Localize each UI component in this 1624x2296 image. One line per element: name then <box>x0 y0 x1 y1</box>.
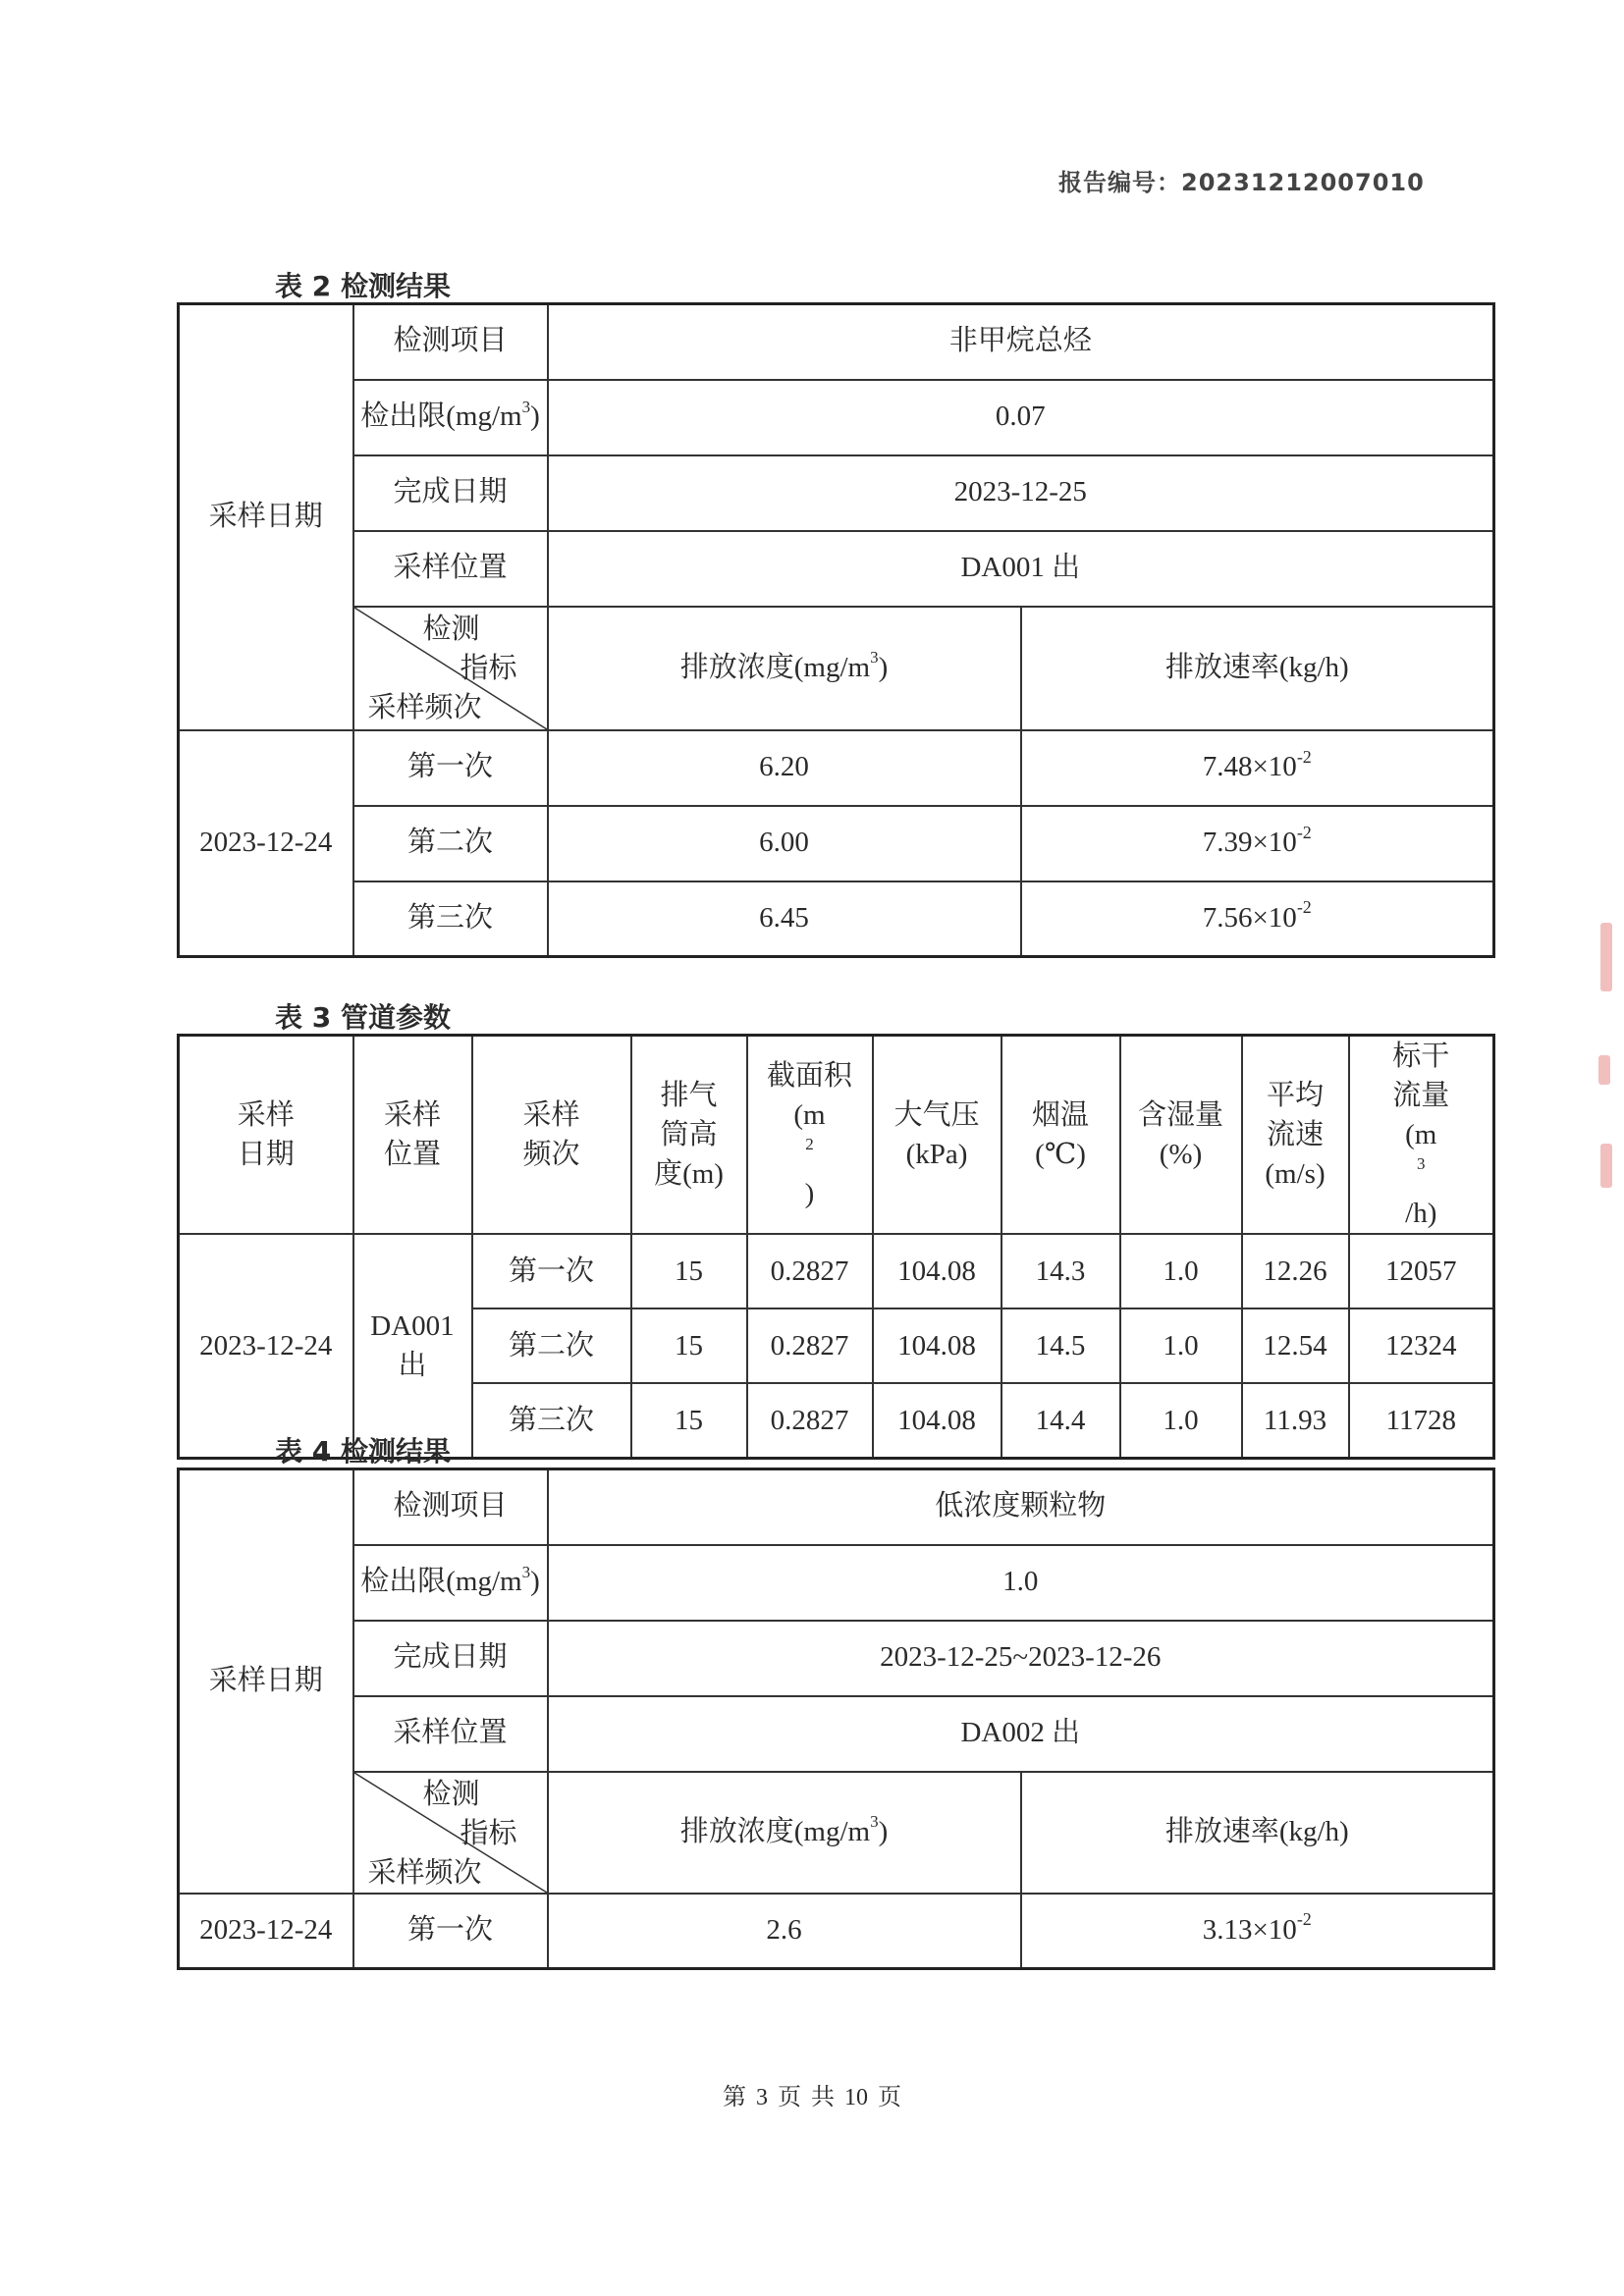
table3-row-flow: 11728 <box>1349 1383 1494 1458</box>
table3-row-humidity: 1.0 <box>1120 1234 1242 1308</box>
table3-header-temperature: 烟温 (℃) <box>1001 1036 1120 1235</box>
table3-header-location: 采样 位置 <box>353 1036 472 1235</box>
table3-row-humidity: 1.0 <box>1120 1308 1242 1383</box>
table4-finish-value: 2023-12-25~2023-12-26 <box>548 1621 1494 1696</box>
table4-sample-date-label: 采样日期 <box>179 1469 353 1894</box>
table2-conc-header: 排放浓度$(mg/m^3)$ <box>548 607 1021 730</box>
table3-header-humidity: 含湿量 (%) <box>1120 1036 1242 1235</box>
table4-finish-label: 完成日期 <box>353 1621 548 1696</box>
table2-row-freq: 第三次 <box>353 881 548 957</box>
table4-caption: 表 4 检测结果 <box>275 1435 451 1468</box>
table3-row-height: 15 <box>631 1308 747 1383</box>
table3-row-freq: 第一次 <box>472 1234 631 1308</box>
table3-row-temperature: 14.5 <box>1001 1308 1120 1383</box>
table4-conc-header: 排放浓度$(mg/m^3)$ <box>548 1772 1021 1894</box>
table2-finish-value: 2023-12-25 <box>548 455 1494 531</box>
table3-row-pressure: 104.08 <box>873 1234 1001 1308</box>
table4-diagonal-header <box>353 1772 548 1894</box>
table2-row-rate: $7.48\times 10^{-2}$ <box>1021 730 1494 806</box>
table2 <box>177 302 1495 958</box>
table3-row-area: 0.2827 <box>747 1308 873 1383</box>
table3-row-temperature: 14.4 <box>1001 1383 1120 1458</box>
table3-header-date: 采样 日期 <box>179 1036 353 1235</box>
table2-caption: 表 2 检测结果 <box>275 270 451 302</box>
table3-row-height: 15 <box>631 1383 747 1458</box>
diag-label-mid: 指标 <box>460 1817 517 1849</box>
table3-row-temperature: 14.3 <box>1001 1234 1120 1308</box>
table2-row-conc: 6.45 <box>548 881 1021 957</box>
table4-location-value: DA002 出 <box>548 1696 1494 1772</box>
table3-header-frequency: 采样 频次 <box>472 1036 631 1235</box>
diag-label-mid: 指标 <box>460 652 517 684</box>
table3-location: DA001 出 <box>353 1234 472 1458</box>
report-number-value: 20231212007010 <box>1181 169 1425 196</box>
table4-row-rate: $3.13\times 10^{-2}$ <box>1021 1894 1494 1969</box>
diag-label-top: 检测 <box>422 613 480 645</box>
table4-limit-label: 检出限$(mg/m^3)$ <box>353 1545 548 1621</box>
table2-row-freq: 第二次 <box>353 806 548 881</box>
table2-row-rate: $7.56\times 10^{-2}$ <box>1021 881 1494 957</box>
table3-row-velocity: 12.26 <box>1242 1234 1349 1308</box>
table3-date: 2023-12-24 <box>179 1234 353 1458</box>
page-number: 第 3 页 共 10 页 <box>723 2085 901 2110</box>
table4-limit-value: 1.0 <box>548 1545 1494 1621</box>
table3-row-velocity: 12.54 <box>1242 1308 1349 1383</box>
stamp-mark <box>1600 923 1612 991</box>
table4-row-conc: 2.6 <box>548 1894 1021 1969</box>
table4-row-freq: 第一次 <box>353 1894 548 1969</box>
table2-row-conc: 6.20 <box>548 730 1021 806</box>
table3-header-section-area: 截面积 (m $^2$ ) <box>747 1036 873 1235</box>
table2-item-label: 检测项目 <box>353 304 548 380</box>
table3-header-stack-height: 排气 筒高 度(m) <box>631 1036 747 1235</box>
table3-caption: 表 3 管道参数 <box>275 1001 451 1034</box>
diag-label-bottom: 采样频次 <box>367 691 482 723</box>
table3-header-velocity: 平均 流速 (m/s) <box>1242 1036 1349 1235</box>
table2-location-value: DA001 出 <box>548 531 1494 607</box>
table3-row-freq: 第三次 <box>472 1383 631 1458</box>
table2-diagonal-header <box>353 607 548 730</box>
stamp-mark <box>1600 1144 1612 1188</box>
diag-label-bottom: 采样频次 <box>367 1856 482 1889</box>
table2-limit-label: 检出限$(mg/m^3)$ <box>353 380 548 455</box>
table3-row-flow: 12324 <box>1349 1308 1494 1383</box>
table3-row-pressure: 104.08 <box>873 1308 1001 1383</box>
table2-finish-label: 完成日期 <box>353 455 548 531</box>
table2-sample-date-label: 采样日期 <box>179 304 353 730</box>
table3-row-height: 15 <box>631 1234 747 1308</box>
table4-location-label: 采样位置 <box>353 1696 548 1772</box>
report-number <box>1058 163 1425 197</box>
table3-row-pressure: 104.08 <box>873 1383 1001 1458</box>
table3-row-area: 0.2827 <box>747 1383 873 1458</box>
table3-header-pressure: 大气压 (kPa) <box>873 1036 1001 1235</box>
table3-row-velocity: 11.93 <box>1242 1383 1349 1458</box>
table4 <box>177 1468 1495 1970</box>
stamp-mark <box>1598 1055 1610 1085</box>
table4-item-value: 低浓度颗粒物 <box>548 1469 1494 1545</box>
table2-row-rate: $7.39\times 10^{-2}$ <box>1021 806 1494 881</box>
table3-row-freq: 第二次 <box>472 1308 631 1383</box>
table2-item-value: 非甲烷总烃 <box>548 304 1494 380</box>
report-number-label: 报告编号： <box>1058 169 1181 196</box>
table3-row-area: 0.2827 <box>747 1234 873 1308</box>
table3-header-flow: 标干 流量 (m $^3$ /h) <box>1349 1036 1494 1235</box>
table3-row-flow: 12057 <box>1349 1234 1494 1308</box>
table2-rate-header: 排放速率(kg/h) <box>1021 607 1494 730</box>
table4-date: 2023-12-24 <box>179 1894 353 1969</box>
table4-item-label: 检测项目 <box>353 1469 548 1545</box>
table2-limit-value: 0.07 <box>548 380 1494 455</box>
table2-date: 2023-12-24 <box>179 730 353 957</box>
diag-label-top: 检测 <box>422 1778 480 1810</box>
table4-rate-header: 排放速率(kg/h) <box>1021 1772 1494 1894</box>
table2-location-label: 采样位置 <box>353 531 548 607</box>
table2-row-conc: 6.00 <box>548 806 1021 881</box>
table3 <box>177 1034 1495 1460</box>
table2-row-freq: 第一次 <box>353 730 548 806</box>
table3-row-humidity: 1.0 <box>1120 1383 1242 1458</box>
